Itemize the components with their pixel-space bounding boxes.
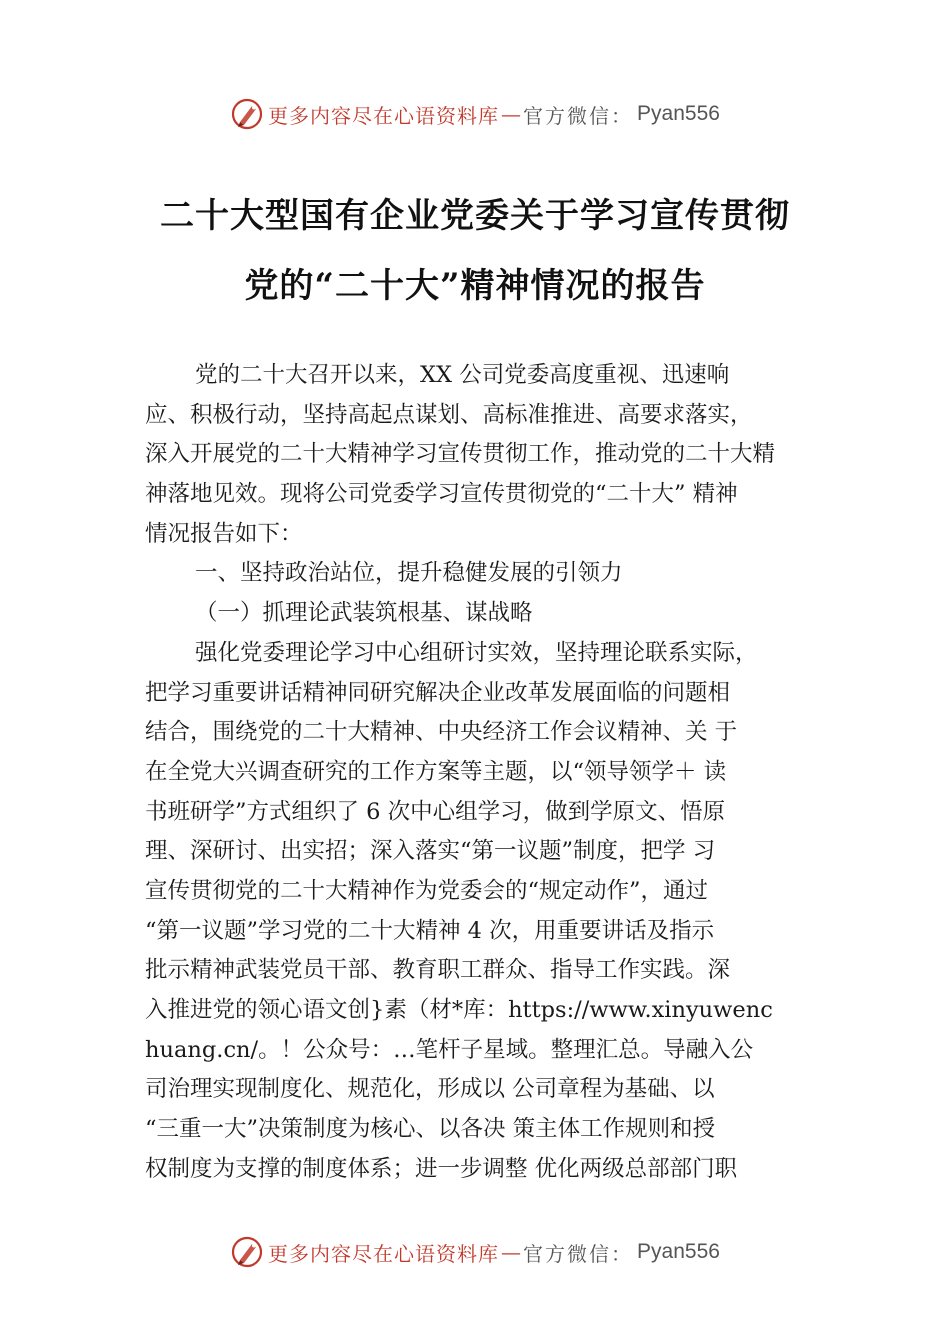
watermark-separator: — <box>501 102 522 126</box>
watermark-brand: 更多内容尽在心语资料库 <box>268 1241 500 1266</box>
document-title-line-2: 党的“二十大”精神情况的报告 <box>244 266 706 306</box>
watermark-separator: — <box>501 1240 522 1264</box>
body-line: 结合，围绕党的二十大精神、中央经济工作会议精神、关 于 <box>145 719 738 746</box>
body-line: 宣传贯彻党的二十大精神作为党委会的“规定动作”，通过 <box>145 877 709 904</box>
document-title-line-1: 二十大型国有企业党委关于学习宣传贯彻 <box>160 196 790 236</box>
body-line: 应、积极行动，坚持高起点谋划、高标准推进、高要求落实， <box>145 401 753 428</box>
watermark-banner-top <box>0 94 950 134</box>
body-line: “第一议题”学习党的二十大精神 4 次，用重要讲话及指示 <box>145 917 715 944</box>
body-line: 入推进党的领心语文创}素（材*库：https://www.xinyuwenc <box>145 997 773 1023</box>
body-line: “三重一大”决策制度为核心、以各决 策主体工作规则和授 <box>145 1116 716 1143</box>
body-line: huang.cn/。！公众号：…笔杆子星域。整理汇总。导融入公 <box>145 1036 754 1063</box>
pen-logo-icon <box>230 97 264 131</box>
pen-logo-icon <box>230 1235 264 1269</box>
section-heading: 一、坚持政治站位，提升稳健发展的引领力 <box>195 560 623 587</box>
body-line: 权制度为支撑的制度体系；进一步调整 优化两级总部部门职 <box>145 1155 738 1182</box>
body-line: 情况报告如下： <box>145 520 303 547</box>
body-line: 司治理实现制度化、规范化，形成以 公司章程为基础、以 <box>145 1076 715 1103</box>
body-line: 强化党委理论学习中心组研讨实效，坚持理论联系实际， <box>195 639 758 666</box>
watermark-wechat-label: 官方微信： <box>523 103 634 128</box>
body-line: 深入开展党的二十大精神学习宣传贯彻工作，推动党的二十大精 <box>145 441 776 468</box>
watermark-banner-bottom <box>0 1232 950 1272</box>
body-line: 批示精神武装党员干部、教育职工群众、指导工作实践。深 <box>145 957 731 984</box>
watermark-wechat-label: 官方微信： <box>523 1241 634 1266</box>
watermark-brand: 更多内容尽在心语资料库 <box>268 103 500 128</box>
body-line: 在全党大兴调查研究的工作方案等主题，以“领导领学＋ 读 <box>145 758 727 785</box>
watermark-wechat-id: Pyan556 <box>637 102 720 125</box>
document-body <box>145 356 825 1189</box>
subsection-heading: （一）抓理论武装筑根基、谋战略 <box>195 600 533 627</box>
body-line: 理、深研讨、出实招；深入落实“第一议题”制度，把学 习 <box>145 838 716 865</box>
body-line: 把学习重要讲话精神同研究解决企业改革发展面临的问题相 <box>145 679 731 706</box>
body-line: 党的二十大召开以来，XX 公司党委高度重视、迅速响 <box>195 362 730 388</box>
body-line: 神落地见效。现将公司党委学习宣传贯彻党的“二十大” 精神 <box>145 481 738 508</box>
watermark-wechat-id: Pyan556 <box>637 1240 720 1263</box>
body-line: 书班研学”方式组织了 6 次中心组学习，做到学原文、悟原 <box>145 798 726 825</box>
